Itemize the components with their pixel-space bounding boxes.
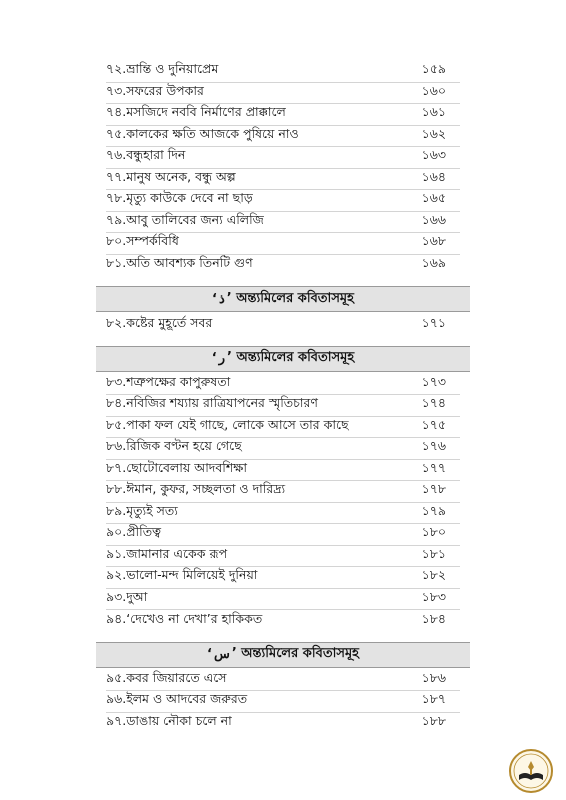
toc-entry-label [106, 713, 232, 733]
toc-entry-number: ৮৫. [106, 416, 127, 432]
toc-entry-number: ৯৪. [106, 610, 127, 626]
toc-entry-page: ১৮০ [421, 524, 446, 540]
toc-group [106, 642, 460, 735]
toc-entry-page: ১৮১ [421, 545, 446, 561]
toc-entry-page: ১৮৬ [421, 669, 446, 685]
toc-entry-page: ১৭৬ [421, 438, 446, 454]
toc-entry[interactable] [106, 481, 460, 503]
toc-entry-label [106, 503, 178, 523]
toc-entry-number: ৮৯. [106, 502, 127, 518]
toc-entry-number: ৯২. [106, 567, 127, 583]
toc-entry-title: মসজিদে নববি নির্মাণের প্রাক্কালে [126, 104, 286, 120]
toc-entry-page: ১৬৬ [421, 211, 446, 227]
section-heading-label: ’ অন্ত্যমিলের কবিতাসমূহ [231, 646, 359, 661]
toc-entry[interactable] [106, 567, 460, 589]
toc-entry-title: কষ্টের মুহূর্তে সবর [126, 314, 213, 330]
section-heading [96, 286, 470, 312]
toc-entry-number: ৯১. [106, 545, 127, 561]
toc-entry-title: অতি আবশ্যক তিনটি গুণ [126, 255, 253, 271]
toc-entry-number: ৯৬. [106, 691, 127, 707]
toc-entry-label [106, 233, 179, 253]
toc-entry-label [106, 670, 227, 690]
toc-entry[interactable] [106, 395, 460, 417]
toc-entry-title: মৃত্যু কাউকে দেবে না ছাড় [126, 190, 253, 206]
toc-entry-label [106, 147, 185, 167]
toc-group [106, 286, 460, 336]
toc-entry[interactable] [106, 190, 460, 212]
section-heading-label: ’ অন্ত্যমিলের কবিতাসমূহ [226, 290, 354, 306]
toc-entry-title: ভালো-মন্দ মিলিয়েই দুনিয়া [126, 567, 258, 583]
toc-entry-number: ৭২. [106, 61, 127, 77]
section-heading-prefix: ‘ [212, 291, 217, 307]
toc-group [106, 61, 460, 276]
toc-entry-number: ৭৫. [106, 125, 127, 141]
toc-entry-label [106, 460, 247, 480]
toc-entry-label [106, 395, 318, 415]
toc-entry-number: ৮০. [106, 233, 127, 249]
toc-entry-title: সফরের উপকার [126, 82, 204, 98]
toc-entry-number: ৭৮. [106, 190, 127, 206]
toc-entry-title: জামানার একেক রূপ [126, 545, 228, 561]
toc-entry-title: ‘দেখেও না দেখা’র হাকিকত [126, 610, 263, 626]
toc-entry[interactable] [106, 438, 460, 460]
section-heading [96, 346, 470, 372]
toc-entry-number: ৭৯. [106, 211, 127, 227]
toc-entry-number: ৭৩. [106, 82, 127, 98]
toc-entry-title: ছোটোবেলায় আদবশিক্ষা [126, 459, 248, 475]
toc-entry-title: আবু তালিবের জন্য এলিজি [126, 211, 264, 227]
toc-entry-page: ১৭৮ [421, 481, 446, 497]
toc-entry-title: পাকা ফল যেই গাছে, লোকে আসে তার কাছে [126, 416, 349, 432]
toc-entry[interactable] [106, 83, 460, 105]
toc-entry-label [106, 169, 236, 189]
toc-entry-label [106, 481, 285, 501]
toc-entry-page: ১৭৭ [421, 459, 446, 475]
toc-entry-title: কবর জিয়ারতে এসে [126, 669, 227, 685]
section-heading-prefix: ‘ [211, 351, 217, 366]
toc-entry-number: ৮৩. [106, 373, 127, 389]
toc-entry-label [106, 524, 161, 544]
toc-entry-label [106, 255, 253, 275]
toc-entry-title: রিজিক বণ্টন হয়ে গেছে [126, 438, 242, 454]
toc-entry[interactable] [106, 524, 460, 546]
section-heading-label: ’ অন্ত্যমিলের কবিতাসমূহ [227, 350, 355, 365]
toc-entry[interactable] [106, 374, 460, 396]
toc-entry-number: ৮৭. [106, 459, 127, 475]
toc-entry-label [106, 190, 253, 210]
toc-entry-page: ১৬০ [421, 82, 446, 98]
toc-entry-number: ৯৭. [106, 713, 127, 729]
toc-entry-number: ৭৭. [106, 168, 127, 184]
toc-entry-label [106, 104, 286, 124]
toc-entry-label [106, 417, 349, 437]
toc-entry-title: ডাঙায় নৌকা চলে না [126, 713, 232, 729]
toc-entry-page: ১৭৩ [421, 373, 446, 389]
toc-entry-page: ১৮৪ [421, 610, 446, 626]
toc-entry-label [106, 126, 299, 146]
section-heading-prefix: ‘ [206, 647, 212, 662]
toc-entry-label [106, 374, 230, 394]
toc-entry-title: ইলম ও আদবের জরুরত [126, 691, 248, 707]
toc-entry-page: ১৮৩ [421, 588, 446, 604]
toc-entry-label [106, 691, 247, 711]
table-of-contents [106, 61, 460, 738]
toc-entry-title: কালকের ক্ষতি আজকে পুষিয়ে নাও [126, 125, 299, 141]
toc-entry-label [106, 438, 242, 458]
toc-entry-number: ৮৮. [106, 481, 127, 497]
toc-group [106, 346, 460, 632]
toc-entry-title: নবিজির শয্যায় রাত্রিযাপনের স্মৃতিচারণ [126, 395, 318, 411]
toc-entry-number: ৮১. [106, 255, 127, 271]
toc-entry[interactable] [106, 61, 460, 83]
toc-entry-number: ৮৬. [106, 438, 127, 454]
toc-entry-page: ১৬৮ [421, 233, 446, 249]
toc-entry[interactable] [106, 417, 460, 439]
toc-entry[interactable] [106, 104, 460, 126]
toc-entry[interactable] [106, 610, 460, 632]
publisher-logo-icon [508, 748, 554, 794]
toc-entry-page: ১৭৪ [421, 395, 446, 411]
toc-entry-page: ১৮৮ [421, 713, 446, 729]
toc-entry-page: ১৬৯ [421, 255, 446, 271]
toc-entry-label [106, 546, 227, 566]
toc-entry[interactable] [106, 691, 460, 713]
toc-entry[interactable] [106, 169, 460, 191]
toc-entry-title: মৃত্যুই সত্য [126, 502, 178, 518]
toc-entry[interactable] [106, 546, 460, 568]
toc-entry-page: ১৭১ [421, 314, 446, 330]
toc-entry[interactable] [106, 255, 460, 277]
toc-entry-label [106, 589, 147, 609]
toc-entry[interactable] [106, 713, 460, 735]
toc-entry-label [106, 212, 264, 232]
toc-entry-label [106, 611, 262, 631]
toc-entry-title: শত্রুপক্ষের কাপুরুষতা [126, 373, 231, 389]
toc-entry-page: ১৮২ [421, 567, 446, 583]
toc-entry[interactable] [106, 126, 460, 148]
toc-entry[interactable] [106, 147, 460, 169]
toc-entry-number: ৮৪. [106, 395, 127, 411]
toc-entry-page: ১৬২ [421, 125, 446, 141]
toc-entry[interactable] [106, 212, 460, 234]
toc-entry-page: ১৭৫ [421, 416, 446, 432]
section-heading-letter: ر [218, 351, 226, 366]
toc-entry-number: ৭৪. [106, 104, 127, 120]
toc-entry-page: ১৫৯ [421, 61, 446, 77]
toc-entry[interactable] [106, 589, 460, 611]
toc-entry-title: প্রীতিত্ব [126, 524, 161, 540]
toc-entry-title: ভ্রান্তি ও দুনিয়াপ্রেম [126, 61, 219, 77]
toc-entry-title: ঈমান, কুফর, সচ্ছলতা ও দারিদ্র্য [126, 481, 286, 497]
toc-entry-number: ৭৬. [106, 147, 127, 163]
toc-entry-page: ১৬৫ [421, 190, 446, 206]
toc-entry-number: ৯০. [106, 524, 127, 540]
toc-entry[interactable] [106, 233, 460, 255]
toc-entry-title: মানুষ অনেক, বন্ধু অল্প [126, 168, 236, 184]
toc-entry-label [106, 61, 218, 81]
toc-entry-page: ১৬১ [421, 104, 446, 120]
toc-entry-label [106, 567, 257, 587]
section-heading-letter: ذ [218, 291, 225, 307]
toc-entry-number: ৯৩. [106, 588, 127, 604]
section-heading-letter: س [213, 647, 230, 662]
toc-entry-title: সম্পর্কবিধি [126, 233, 179, 249]
toc-entry[interactable] [106, 503, 460, 525]
toc-entry-title: বন্ধুহারা দিন [126, 147, 186, 163]
toc-entry-page: ১৬৪ [421, 168, 446, 184]
toc-entry[interactable] [106, 460, 460, 482]
toc-entry-number: ৮২. [106, 314, 127, 330]
toc-entry-page: ১৭৯ [421, 502, 446, 518]
toc-entry[interactable] [106, 314, 460, 336]
toc-entry[interactable] [106, 670, 460, 692]
toc-entry-page: ১৬৩ [421, 147, 446, 163]
toc-entry-label [106, 83, 204, 103]
toc-entry-page: ১৮৭ [421, 691, 446, 707]
toc-entry-number: ৯৫. [106, 669, 127, 685]
toc-entry-label [106, 315, 212, 335]
toc-entry-title: দুআ [126, 588, 148, 604]
section-heading [96, 642, 470, 668]
